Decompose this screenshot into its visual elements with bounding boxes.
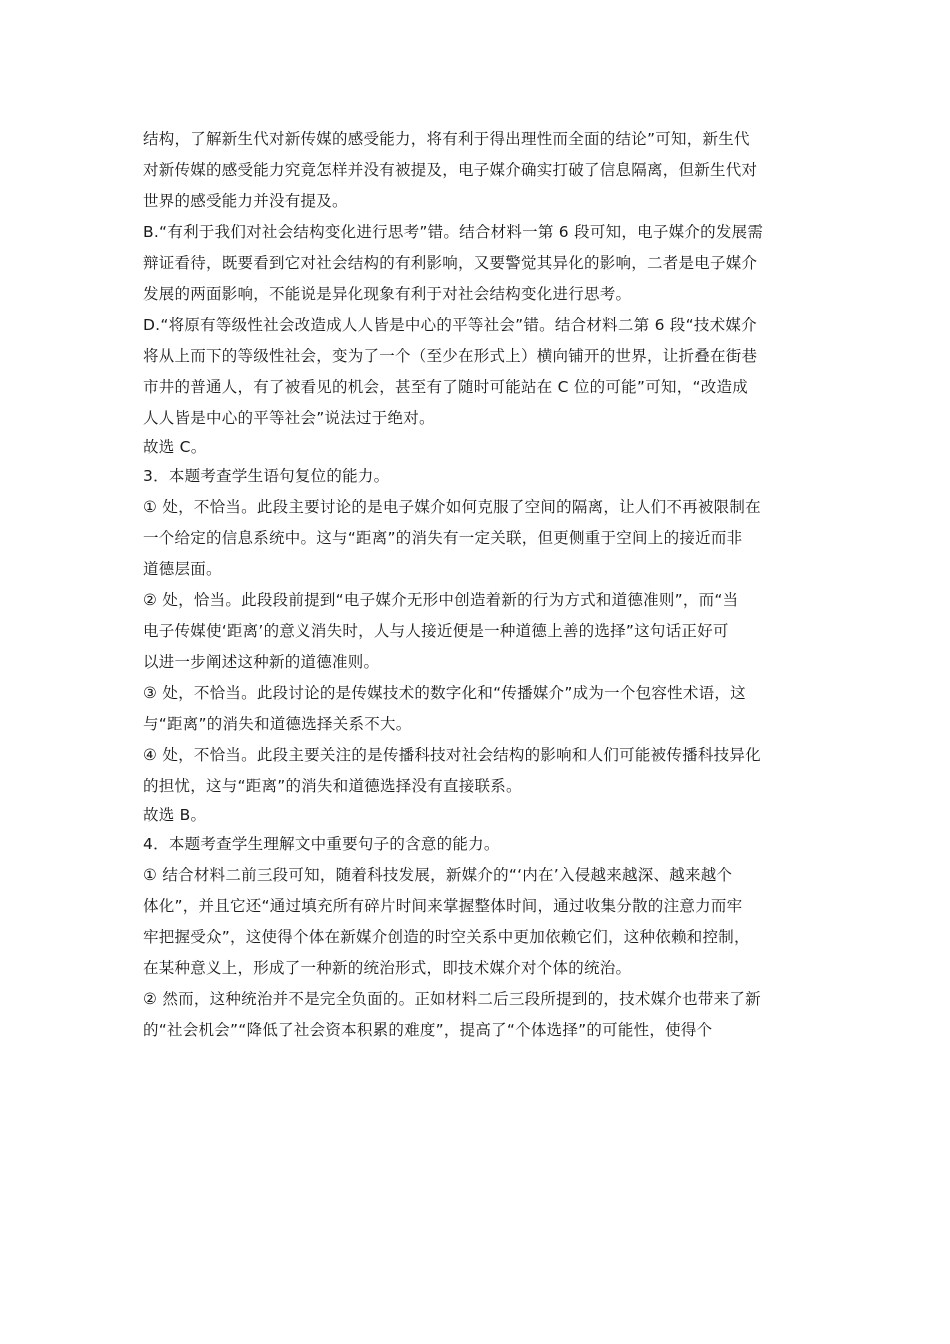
text-line: 一个给定的信息系统中。这与“距离”的消失有一定关联，但更侧重于空间上的接近而非 bbox=[143, 529, 743, 547]
text-line: 市井的普通人，有了被看见的机会，甚至有了随时可能站在 C 位的可能”可知，“改造成 bbox=[143, 378, 748, 396]
text-line: 发展的两面影响，不能说是异化现象有利于对社会结构变化进行思考。 bbox=[143, 285, 632, 303]
text-line: 道德层面。 bbox=[143, 560, 222, 578]
answer-explanation-text bbox=[143, 124, 813, 1046]
text-line: 牢把握受众”，这使得个体在新媒介创造的时空关系中更加依赖它们，这种依赖和控制， bbox=[143, 928, 750, 946]
text-line: ② 处，恰当。此段段前提到“电子媒介无形中创造着新的行为方式和道德准则”，而“当 bbox=[143, 591, 739, 609]
text-line: B.“有利于我们对社会结构变化进行思考”错。结合材料一第 6 段可知，电子媒介的发展需 bbox=[143, 223, 764, 241]
text-line: ① 结合材料二前三段可知，随着科技发展，新媒介的“‘内在’入侵越来越深、越来越个 bbox=[143, 866, 733, 884]
text-line: 3．本题考查学生语句复位的能力。 bbox=[143, 467, 390, 485]
text-line: 体化”，并且它还“通过填充所有碎片时间来掌握整体时间，通过收集分散的注意力而牢 bbox=[143, 897, 743, 915]
text-line: 故选 C。 bbox=[143, 438, 207, 456]
text-line: ② 然而，这种统治并不是完全负面的。正如材料二后三段所提到的，技术媒介也带来了新 bbox=[143, 990, 761, 1008]
text-line: D.“将原有等级性社会改造成人人皆是中心的平等社会”错。结合材料二第 6 段“技术媒介 bbox=[143, 316, 757, 334]
text-line: 的“社会机会”“降低了社会资本积累的难度”，提高了“个体选择”的可能性，使得个 bbox=[143, 1021, 713, 1039]
text-line: 4．本题考查学生理解文中重要句子的含意的能力。 bbox=[143, 835, 500, 853]
text-line: 在某种意义上，形成了一种新的统治形式，即技术媒介对个体的统治。 bbox=[143, 959, 632, 977]
text-line: ④ 处，不恰当。此段主要关注的是传播科技对社会结构的影响和人们可能被传播科技异化 bbox=[143, 746, 761, 764]
text-line: ① 处，不恰当。此段主要讨论的是电子媒介如何克服了空间的隔离，让人们不再被限制在 bbox=[143, 498, 761, 516]
text-line: 与“距离”的消失和道德选择关系不大。 bbox=[143, 715, 412, 733]
text-line: 的担忧，这与“距离”的消失和道德选择没有直接联系。 bbox=[143, 777, 522, 795]
text-line: 世界的感受能力并没有提及。 bbox=[143, 192, 348, 210]
text-line: 结构，了解新生代对新传媒的感受能力，将有利于得出理性而全面的结论”可知，新生代 bbox=[143, 130, 750, 148]
text-line: 电子传媒使‘距离’的意义消失时，人与人接近便是一种道德上善的选择”这句话正好可 bbox=[143, 622, 729, 640]
text-line: 辩证看待，既要看到它对社会结构的有利影响，又要警觉其异化的影响，二者是电子媒介 bbox=[143, 254, 758, 272]
text-line: 人人皆是中心的平等社会”说法过于绝对。 bbox=[143, 409, 435, 427]
text-line: 故选 B。 bbox=[143, 806, 207, 824]
text-line: 将从上而下的等级性社会，变为了一个（至少在形式上）横向铺开的世界，让折叠在街巷 bbox=[143, 347, 758, 365]
text-line: 对新传媒的感受能力究竟怎样并没有被提及，电子媒介确实打破了信息隔离，但新生代对 bbox=[143, 161, 758, 179]
text-line: 以进一步阐述这种新的道德准则。 bbox=[143, 653, 380, 671]
text-line: ③ 处，不恰当。此段讨论的是传媒技术的数字化和“传播媒介”成为一个包容性术语，这 bbox=[143, 684, 746, 702]
